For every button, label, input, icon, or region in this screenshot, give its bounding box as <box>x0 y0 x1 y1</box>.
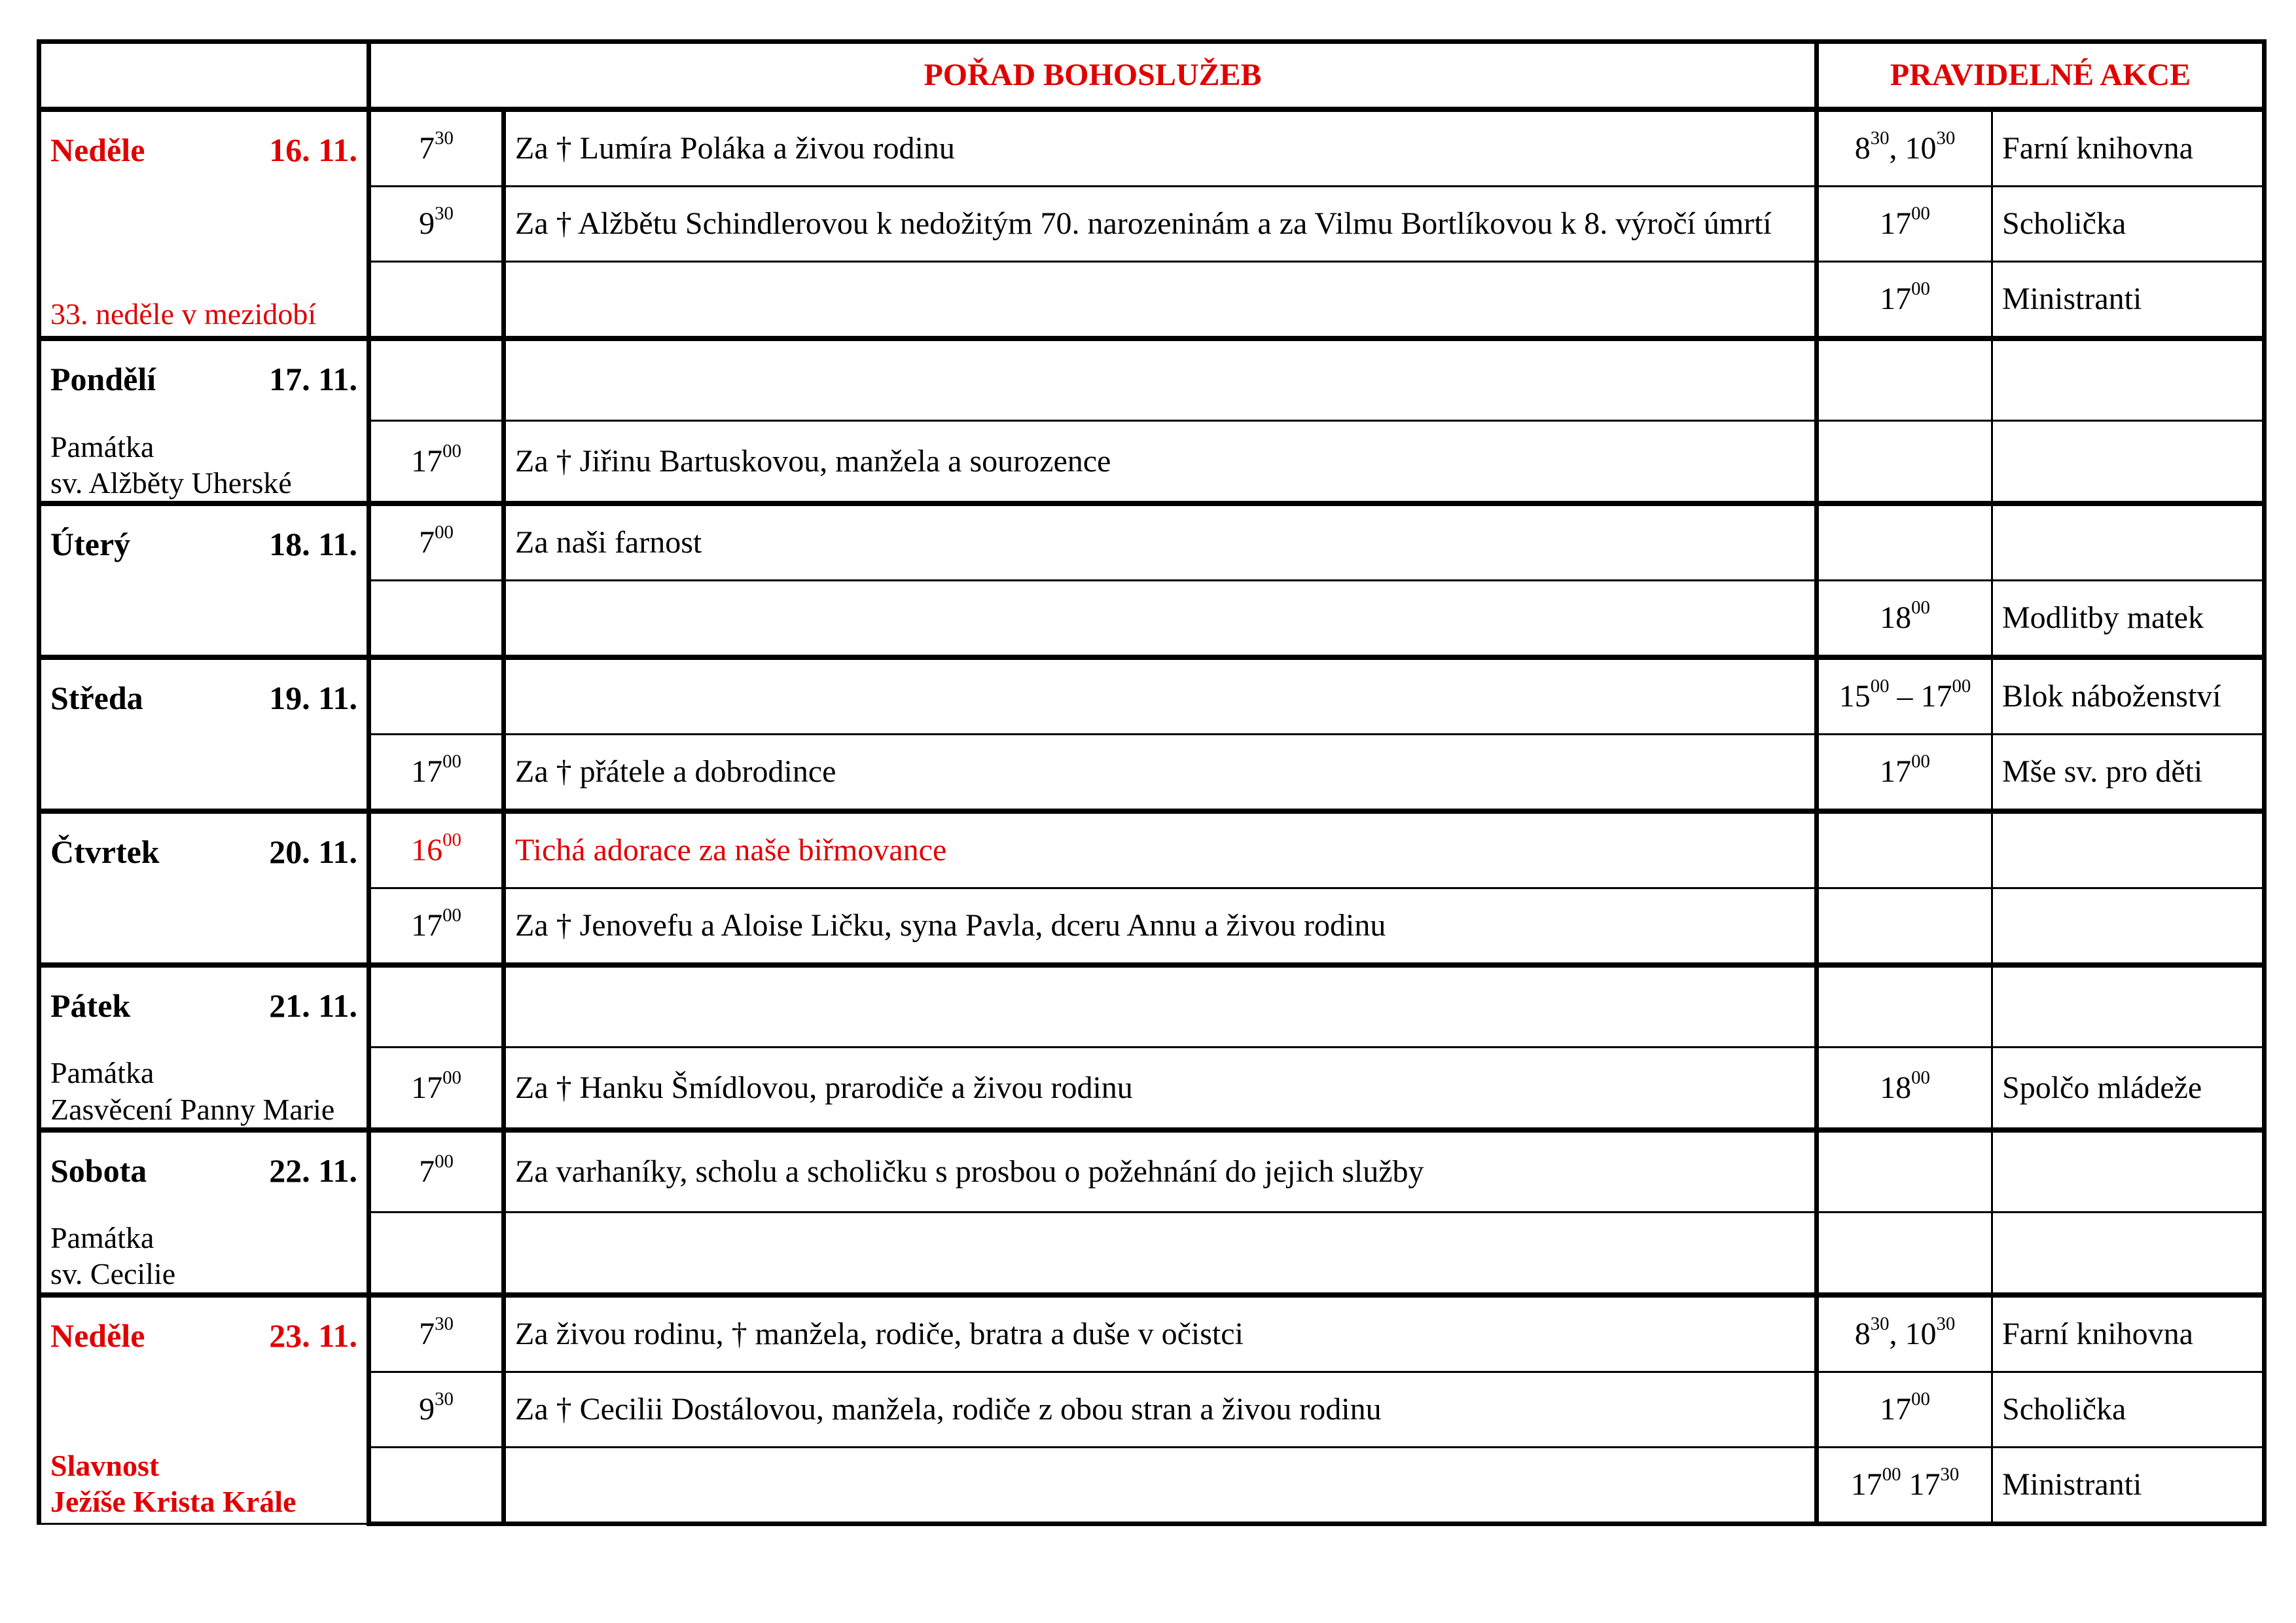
event-name <box>1992 888 2265 965</box>
day-cell-wednesday-19 <box>39 657 369 811</box>
feast-label: Památka <box>50 429 154 464</box>
day-date: 16. 11. <box>269 132 357 168</box>
day-date: 23. 11. <box>269 1317 357 1354</box>
day-name: Úterý <box>50 525 131 562</box>
mass-intention: Za varhaníky, scholu a scholičku s prosbou o požehnání do jejich služby <box>504 1130 1817 1213</box>
day-date: 20. 11. <box>269 833 357 870</box>
mass-intention: Tichá adorace za naše biřmovance <box>504 811 1817 888</box>
day-date: 22. 11. <box>269 1152 357 1189</box>
mass-time: $17^{00}$ <box>369 421 504 503</box>
event-name <box>1992 338 2265 421</box>
feast-label: Zasvěcení Panny Marie <box>50 1092 335 1126</box>
event-time <box>1817 421 1992 503</box>
day-date: 21. 11. <box>269 987 357 1024</box>
mass-intention <box>504 338 1817 421</box>
event-name: Modlitby matek <box>1992 580 2265 657</box>
day-name: Čtvrtek <box>50 833 160 870</box>
table-row <box>39 421 2265 503</box>
table-row <box>39 338 2265 421</box>
day-name: Pondělí <box>50 361 156 397</box>
table-row <box>39 503 2265 581</box>
day-name: Sobota <box>50 1152 147 1189</box>
event-time <box>1817 1130 1992 1213</box>
mass-schedule-table <box>37 39 2267 1526</box>
event-name <box>1992 1130 2265 1213</box>
event-time: $18^{00}$ <box>1817 1048 1992 1130</box>
feast-label: sv. Alžběty Uherské <box>50 465 292 500</box>
mass-intention: Za † Jiřinu Bartuskovou, manžela a sourozence <box>504 421 1817 503</box>
event-time: $15^{00} - 17^{00}$ <box>1817 657 1992 735</box>
feast-label: 33. neděle v mezidobí <box>50 297 317 331</box>
day-name: Neděle <box>50 1317 145 1354</box>
mass-time: $7^{30}$ <box>369 1295 504 1372</box>
mass-intention: Za živou rodinu, † manžela, rodiče, bratra a duše v očistci <box>504 1295 1817 1372</box>
event-time: $8^{30}$, $10^{30}$ <box>1817 109 1992 187</box>
mass-time: $7^{00}$ <box>369 1130 504 1213</box>
mass-time: $7^{30}$ <box>369 109 504 187</box>
table-row <box>39 1295 2265 1372</box>
mass-time: $16^{00}$ <box>369 811 504 888</box>
mass-intention <box>504 657 1817 735</box>
feast-label: Památka <box>50 1221 154 1255</box>
event-name: Farní knihovna <box>1992 109 2265 187</box>
mass-intention <box>504 262 1817 339</box>
event-time <box>1817 503 1992 581</box>
event-name: Ministranti <box>1992 1447 2265 1523</box>
day-name: Pátek <box>50 987 131 1024</box>
mass-time <box>369 1213 504 1295</box>
event-time: $17^{00}$ <box>1817 1372 1992 1447</box>
table-row <box>39 1447 2265 1523</box>
feast-label: Slavnost <box>50 1449 160 1483</box>
table-row <box>39 187 2265 262</box>
event-time <box>1817 965 1992 1048</box>
feast-label: Ježíše Krista Krále <box>50 1485 296 1519</box>
mass-time <box>369 262 504 339</box>
mass-intention: Za † Hanku Šmídlovou, prarodiče a živou rodinu <box>504 1048 1817 1130</box>
day-cell-saturday-22 <box>39 1130 369 1295</box>
event-time <box>1817 1213 1992 1295</box>
event-name: Mše sv. pro děti <box>1992 734 2265 811</box>
regular-events-title: PRAVIDELNÉ AKCE <box>1817 42 2265 110</box>
mass-intention <box>504 1213 1817 1295</box>
mass-time: $17^{00}$ <box>369 734 504 811</box>
event-name: Spolčo mládeže <box>1992 1048 2265 1130</box>
table-row <box>39 734 2265 811</box>
event-time: $17^{00}$ $17^{30}$ <box>1817 1447 1992 1523</box>
day-cell-sunday-23 <box>39 1295 369 1524</box>
table-row <box>39 888 2265 965</box>
day-cell-friday-21 <box>39 965 369 1130</box>
event-time: $17^{00}$ <box>1817 187 1992 262</box>
table-row <box>39 811 2265 888</box>
mass-time: $9^{30}$ <box>369 187 504 262</box>
table-row <box>39 1213 2265 1295</box>
table-row <box>39 580 2265 657</box>
mass-time: $17^{00}$ <box>369 888 504 965</box>
header-row <box>39 42 2265 110</box>
table-row <box>39 1372 2265 1447</box>
event-time: $18^{00}$ <box>1817 580 1992 657</box>
day-name: Středa <box>50 679 143 716</box>
day-cell-monday-17 <box>39 338 369 503</box>
event-time: $17^{00}$ <box>1817 262 1992 339</box>
mass-time: $9^{30}$ <box>369 1372 504 1447</box>
table-row <box>39 1130 2265 1213</box>
mass-intention <box>504 1447 1817 1523</box>
event-time: $17^{00}$ <box>1817 734 1992 811</box>
table-row <box>39 965 2265 1048</box>
mass-schedule-title: POŘAD BOHOSLUŽEB <box>369 42 1817 110</box>
event-name <box>1992 811 2265 888</box>
mass-intention <box>504 580 1817 657</box>
mass-intention <box>504 965 1817 1048</box>
day-name: Neděle <box>50 132 145 168</box>
event-time: $8^{30}$, $10^{30}$ <box>1817 1295 1992 1372</box>
table-row <box>39 109 2265 187</box>
event-name: Scholička <box>1992 187 2265 262</box>
mass-time: $7^{00}$ <box>369 503 504 581</box>
table-row <box>39 1048 2265 1130</box>
event-name <box>1992 1213 2265 1295</box>
feast-label: sv. Cecilie <box>50 1257 176 1291</box>
event-name <box>1992 421 2265 503</box>
day-cell-thursday-20 <box>39 811 369 965</box>
table-row <box>39 657 2265 735</box>
day-cell-sunday-16 <box>39 109 369 338</box>
mass-intention: Za naši farnost <box>504 503 1817 581</box>
event-name: Blok náboženství <box>1992 657 2265 735</box>
day-date: 19. 11. <box>269 679 357 716</box>
feast-label: Památka <box>50 1056 154 1090</box>
event-time <box>1817 811 1992 888</box>
table-row <box>39 262 2265 339</box>
event-time <box>1817 888 1992 965</box>
day-cell-tuesday-18 <box>39 503 369 657</box>
event-name: Scholička <box>1992 1372 2265 1447</box>
mass-intention: Za † Jenovefu a Aloise Ličku, syna Pavla, dceru Annu a živou rodinu <box>504 888 1817 965</box>
day-date: 17. 11. <box>269 361 357 397</box>
mass-intention: Za † přátele a dobrodince <box>504 734 1817 811</box>
event-time <box>1817 338 1992 421</box>
mass-intention: Za † Alžbětu Schindlerovou k nedožitým 70. narozeninám a za Vilmu Bortlíkovou k 8. výročí úmrtí <box>504 187 1817 262</box>
mass-time: $17^{00}$ <box>369 1048 504 1130</box>
header-empty-cell <box>39 42 369 110</box>
mass-intention: Za † Cecilii Dostálovou, manžela, rodiče z obou stran a živou rodinu <box>504 1372 1817 1447</box>
mass-time <box>369 965 504 1048</box>
day-date: 18. 11. <box>269 525 357 562</box>
mass-time <box>369 338 504 421</box>
mass-intention: Za † Lumíra Poláka a živou rodinu <box>504 109 1817 187</box>
event-name <box>1992 503 2265 581</box>
mass-time <box>369 580 504 657</box>
mass-time <box>369 657 504 735</box>
mass-time <box>369 1447 504 1523</box>
event-name <box>1992 965 2265 1048</box>
event-name: Farní knihovna <box>1992 1295 2265 1372</box>
event-name: Ministranti <box>1992 262 2265 339</box>
